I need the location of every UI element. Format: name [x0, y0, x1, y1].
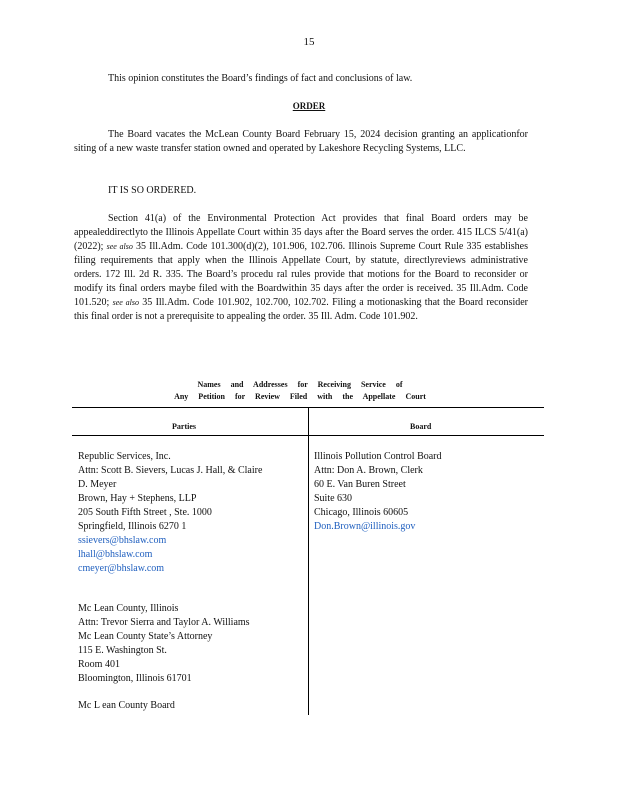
address-line: 205 South Fifth Street , Ste. 1000: [78, 507, 212, 518]
address-line: Bloomington, Illinois 61701: [78, 673, 192, 684]
appeal-text-2: 35 Ill.Adm. Code 101.300(d)(2), 101.906, 102.706. Illinois Supreme Court Rule 335 establishes filing requirements that apply when the Illinois Appellate Court, by statute, directlyreviews administrative orders. 172 Ill. 2d R. 335. The Board’s procedu ral rules provide that motions for the Board to reconsider or modify its final orders maybe filed with the Boardwithin 35 days after the order is received. 35 Ill.Adm. Code 101.520;: [74, 241, 529, 308]
order-heading: [0, 101, 618, 111]
address-line: Room 401: [78, 659, 120, 670]
see-also-1: see also: [106, 242, 133, 251]
address-line: Illinois Pollution Control Board: [314, 451, 442, 462]
address-line: 115 E. Washington St.: [78, 645, 167, 656]
address-line: Springfield, Illinois 6270 1: [78, 521, 187, 532]
party-mclean-county: [78, 602, 250, 686]
service-heading-line-1: Names and Addresses for Receiving Service of: [197, 380, 403, 389]
table-column-divider: [308, 407, 309, 715]
address-line: Mc Lean County State’s Attorney: [78, 631, 213, 642]
order-paragraph: The Board vacates the McLean County Board February 15, 2024 decision granting an applicationfor siting of a new waste transfer station owned and operated by Lakeshore Recycling Systems, LLC.: [74, 129, 528, 154]
see-also-2: see also: [112, 298, 139, 307]
page-number: 15: [303, 36, 315, 48]
address-line: 60 E. Van Buren Street: [314, 479, 406, 490]
address-line: Attn: Scott B. Sievers, Lucas J. Hall, & Claire: [78, 465, 263, 476]
address-line: Attn: Trevor Sierra and Taylor A. Williams: [78, 617, 250, 628]
address-line: Mc L ean County Board: [78, 700, 175, 711]
email-link[interactable]: Don.Brown@illinois.gov: [314, 521, 416, 532]
findings-statement: This opinion constitutes the Board’s findings of fact and conclusions of law.: [108, 73, 413, 84]
column-header-board: Board: [410, 422, 432, 431]
address-line: Attn: Don A. Brown, Clerk: [314, 465, 423, 476]
service-table-heading: [110, 379, 490, 403]
party-republic-services: [78, 450, 262, 576]
so-ordered: IT IS SO ORDERED.: [108, 185, 197, 196]
address-line: D. Meyer: [78, 479, 117, 490]
order-heading-text: ORDER: [292, 101, 326, 111]
appeal-text-1: Section 41(a) of the Environmental Protection Act provides that final Board orders may be appealeddirectlyto the Illinois Appellate Court within 35 days after the Board serves the order. 415 ILCS 5/41(a) (2022);: [74, 213, 528, 252]
address-line: Brown, Hay + Stephens, LLP: [78, 493, 197, 504]
appeal-text-3: 35 Ill.Adm. Code 101.902, 102.700, 102.702. Filing a motionasking that the Board reconsider this final order is not a prerequisite to appealing the order. 35 Ill. Adm. Code 101.902.: [74, 297, 528, 322]
board-address: [314, 450, 442, 534]
appeal-rights-paragraph: [74, 212, 528, 324]
address-line: Chicago, Illinois 60605: [314, 507, 409, 518]
address-line: Mc Lean County, Illinois: [78, 603, 179, 614]
email-link[interactable]: cmeyer@bhslaw.com: [78, 563, 165, 574]
email-link[interactable]: lhall@bhslaw.com: [78, 549, 153, 560]
address-line: Suite 630: [314, 493, 353, 504]
column-header-parties: Parties: [172, 422, 196, 431]
service-heading-line-2: Any Petition for Review Filed with the Appellate Court: [174, 392, 426, 401]
address-line: Republic Services, Inc.: [78, 451, 171, 462]
party-mclean-county-board: [78, 699, 175, 713]
email-link[interactable]: ssievers@bhslaw.com: [78, 535, 167, 546]
